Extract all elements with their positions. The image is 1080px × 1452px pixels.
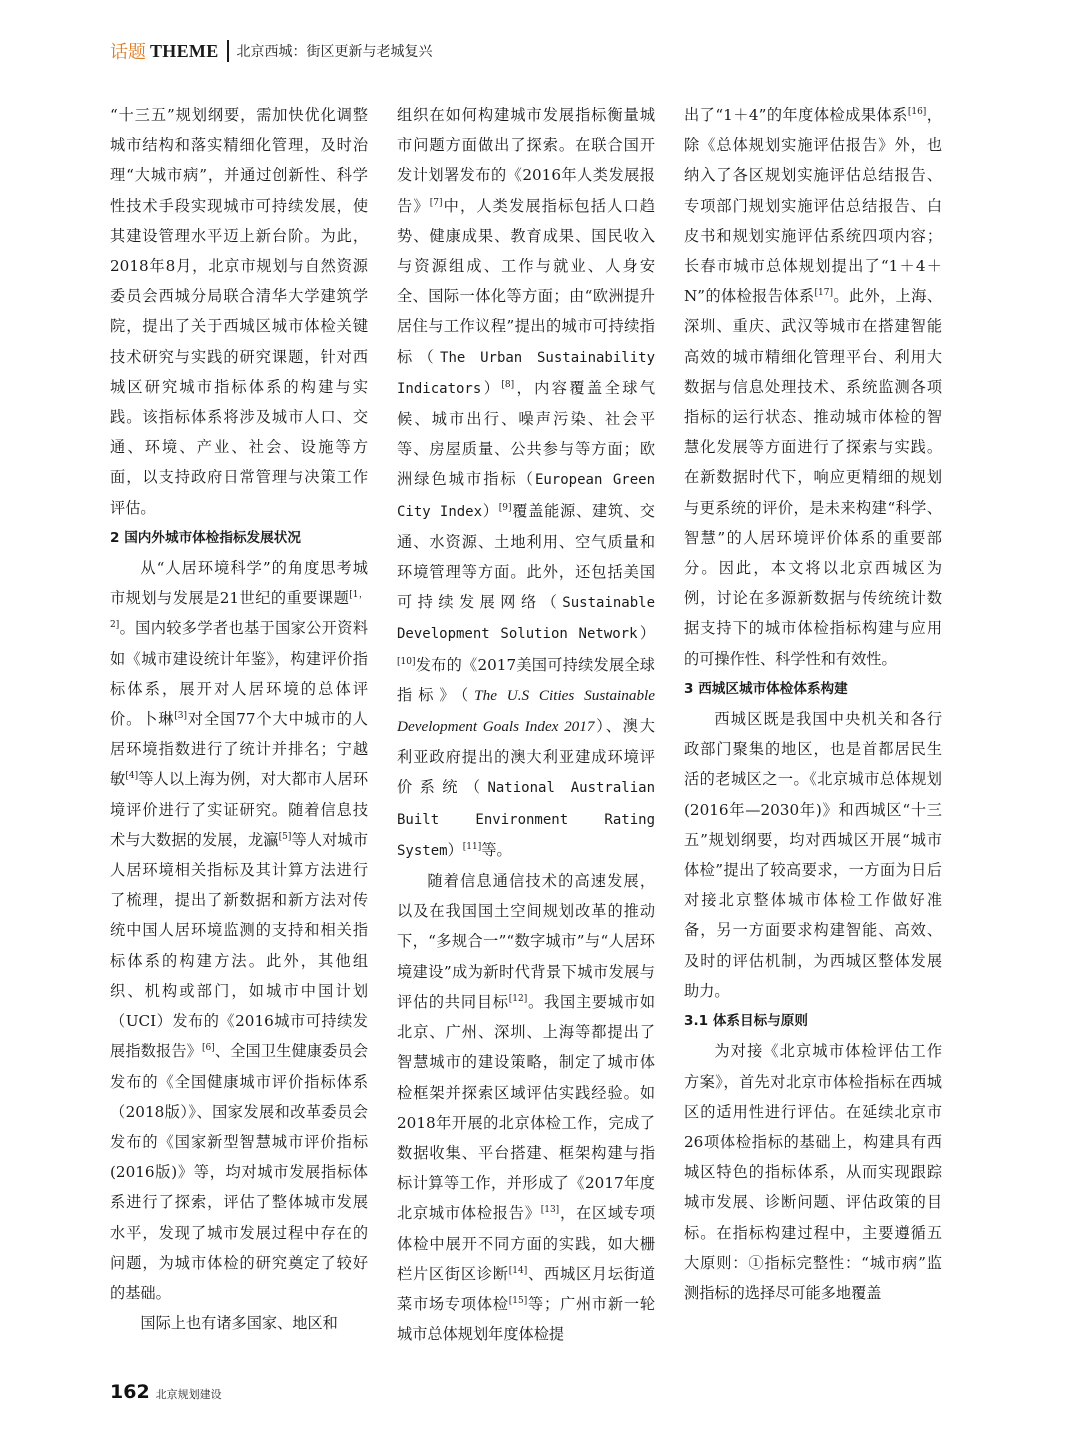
citation: [1，2] (110, 590, 368, 631)
citation: [12] (508, 993, 528, 1004)
paragraph: 组织在如何构建城市发展指标衡量城市问题方面做出了探索。在联合国开发计划署发布的《2016年人类发展报告》[7]中，人类发展指标包括人口趋势、健康成果、教育成果、国民收入与资源组成、工作与就业、人身安全、国际一体化等方面；由“欧洲提升居住与工作议程”提出的城市可持续指标（The Urban Sustainability Indicators）[8]，内容覆盖全球气候、城市出行、噪声污染、社会平等、房屋质量、公共参与等方面；欧洲绿色城市指标（European Green City Index）[9]覆盖能源、建筑、交通、水资源、土地利用、空气质量和环境管理等方面。此外，还包括美国可持续发展网络（Sustainable Development Solution Network）[10]发布的《2017美国可持续发展全球指标》（The U.S Cities Sustainable Development Goals Index 2017）、澳大利亚政府提出的澳大利亚建成环境评价系统（National Australian Built Environment Rating System）[11]等。 (397, 106, 655, 859)
theme-label: THEME (150, 40, 219, 61)
citation: [14] (508, 1265, 528, 1276)
citation: [15] (508, 1295, 528, 1306)
citation: [11] (462, 841, 482, 852)
citation: [9] (498, 502, 512, 513)
section-heading-3: 3 西城区城市体检体系构建 (684, 680, 848, 697)
column-1 (110, 100, 368, 1345)
citation: [3] (174, 711, 188, 722)
citation: [17] (814, 288, 833, 299)
citation: [5] (278, 831, 292, 842)
paragraph: 西城区既是我国中央机关和各行政部门聚集的地区，也是首都居民生活的老城区之一。《北京城市总体规划(2016年—2030年)》和西城区“十三五”规划纲要，均对西城区开展“城市体检”提出了较高要求，一方面为日后对接北京整体城市体检工作做好准备，另一方面要求构建智能、高效、及时的评估机制，为西城区整体发展助力。 (684, 710, 942, 1000)
section-heading-2: 2 国内外城市体检指标发展状况 (110, 529, 301, 546)
page-header (110, 36, 433, 66)
column-3 (684, 100, 942, 1345)
paragraph: 从“人居环境科学”的角度思考城市规划与发展是21世纪的重要课题[1，2]。国内较多学者也基于国家公开资料如《城市建设统计年鉴》，构建评价指标体系，展开对人居环境的总体评价。卜琳[3]对全国77个大中城市的人居环境指数进行了统计并排名；宁越敏[4]等人以上海为例，对大都市人居环境评价进行了实证研究。随着信息技术与大数据的发展，龙瀛[5]等人对城市人居环境相关指标及其计算方法进行了梳理，提出了新数据和新方法对传统中国人居环境监测的支持和相关指标体系的构建方法。此外，其他组织、机构或部门，如城市中国计划（UCI）发布的《2016城市可持续发展指数报告》[6]、全国卫生健康委员会发布的《全国健康城市评价指标体系（2018版）》、国家发展和改革委员会发布的《国家新型智慧城市评价指标(2016版)》等，均对城市发展指标体系进行了探索，评估了整体城市发展水平，发现了城市发展过程中存在的问题，为城市体检的研究奠定了较好的基础。 (110, 559, 368, 1302)
citation: [13] (540, 1205, 560, 1216)
journal-name: 北京规划建设 (155, 1388, 222, 1401)
section-subtitle: 北京西城：街区更新与老城复兴 (236, 44, 433, 60)
citation: [10] (397, 656, 416, 667)
page-footer (110, 1381, 222, 1407)
header-divider (227, 40, 229, 62)
citation: [16] (907, 107, 927, 117)
paragraph: 国际上也有诸多国家、地区和 (140, 1314, 338, 1333)
citation: [4] (125, 771, 139, 782)
paragraph: 为对接《北京城市体检评估工作方案》，首先对北京市体检指标在西城区的适用性进行评估。在延续北京市26项体检指标的基础上，构建具有西城区特色的指标体系，从而实现跟踪城市发展、诊断问题、评估政策的目标。在指标构建过程中，主要遵循五大原则：①指标完整性：“城市病”监测指标的选择尽可能多地覆盖 (684, 1042, 942, 1302)
paragraph: “十三五”规划纲要，需加快优化调整城市结构和落实精细化管理，及时治理“大城市病”，并通过创新性、科学性技术手段实现城市可持续发展，使其建设管理水平迈上新台阶。为此，2018年8月，北京市规划与自然资源委员会西城分局联合清华大学建筑学院，提出了关于西城区城市体检关键技术研究与实践的研究课题，针对西城区研究城市指标体系的构建与实践。该指标体系将涉及城市人口、交通、环境、产业、社会、设施等方面，以支持政府日常管理与决策工作评估。 (110, 106, 368, 517)
section-heading-3-1: 3.1 体系目标与原则 (684, 1013, 808, 1030)
paragraph: 出了“1＋4”的年度体检成果体系[16]，除《总体规划实施评估报告》外，也纳入了各区规划实施评估总结报告、专项部门规划实施评估总结报告、白皮书和规划实施评估系统四项内容；长春市城市总体规划提出了“1＋4＋N”的体检报告体系[17]。此外，上海、深圳、重庆、武汉等城市在搭建智能高效的城市精细化管理平台、利用大数据与信息处理技术、系统监测各项指标的运行状态、推动城市体检的智慧化发展等方面进行了探索与实践。在新数据时代下，响应更精细的规划与更系统的评价，是未来构建“科学、智慧”的人居环境评价体系的重要部分。因此，本文将以北京西城区为例，讨论在多源新数据与传统统计数据支持下的城市体检指标构建与应用的可操作性、科学性和有效性。 (684, 106, 942, 668)
paragraph: 随着信息通信技术的高速发展，以及在我国国土空间规划改革的推动下，“多规合一”“数字城市”与“人居环境建设”成为新时代背景下城市发展与评估的共同目标[12]。我国主要城市如北京、广州、深圳、上海等都提出了智慧城市的建设策略，制定了城市体检框架并探索区域评估实践经验。如2018年开展的北京体检工作，完成了数据收集、平台搭建、框架构建与指标计算等工作，并形成了《2017年度北京城市体检报告》[13]，在区域专项体检中展开不同方面的实践，如大栅栏片区街区诊断[14]、西城区月坛街道菜市场专项体检[15]等；广州市新一轮城市总体规划年度体检提 (397, 872, 655, 1344)
page-number: 162 (110, 1381, 150, 1403)
citation: [6] (201, 1043, 215, 1054)
citation: [7] (429, 197, 443, 208)
topic-label: 话题 (110, 42, 146, 63)
column-2 (397, 100, 655, 1345)
citation: [8] (501, 379, 515, 390)
